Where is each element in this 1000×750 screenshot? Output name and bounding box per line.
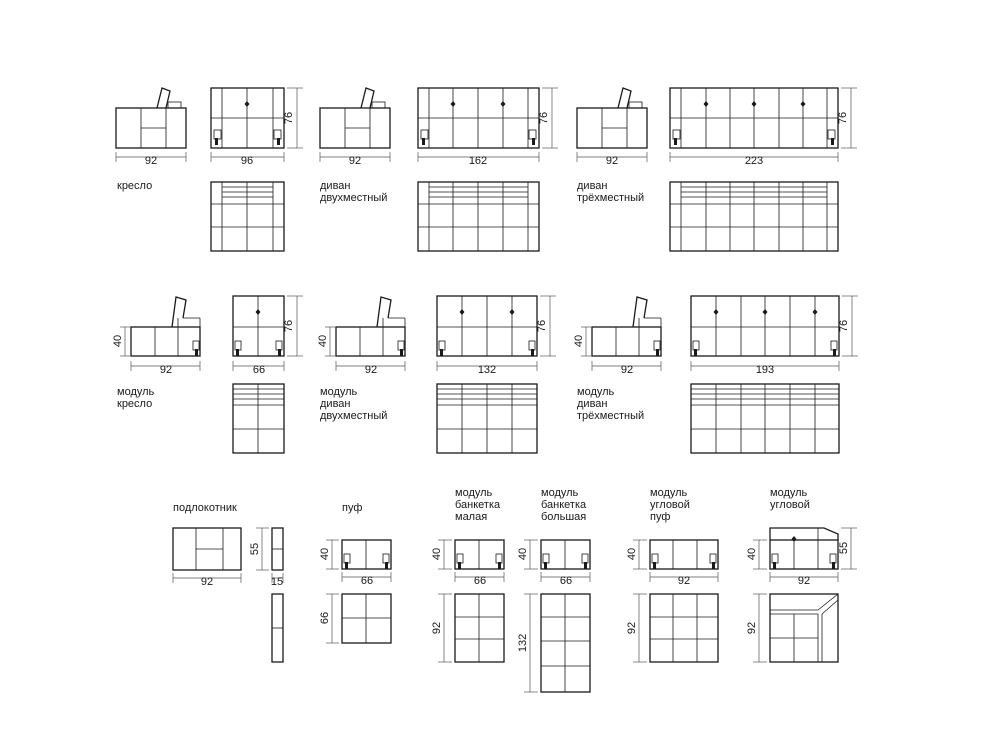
armrest-width-dimension <box>271 573 283 588</box>
armchair-width-label: 96 <box>240 155 254 167</box>
corner-module-width-dimension <box>770 572 838 587</box>
corner-module-name-line1: модуль <box>770 487 808 499</box>
corner-pouf-front-view <box>650 540 718 569</box>
corner-module-back-dimension <box>838 528 857 569</box>
sofa2-side-view <box>320 88 390 148</box>
bench-small-width-label: 66 <box>473 575 487 587</box>
module-sofa2-name-line2: диван <box>320 398 351 410</box>
bench-large-name-line1: модуль <box>541 487 579 499</box>
pouf-front-view <box>342 540 391 569</box>
armchair-group <box>116 88 303 251</box>
sofa2-height-label: 76 <box>538 111 550 125</box>
armchair-front-view <box>211 88 284 148</box>
bench-small-group <box>431 487 504 662</box>
pouf-group <box>319 502 391 643</box>
module-sofa2-width-dimension <box>437 361 537 376</box>
pouf-height-label: 40 <box>319 547 331 561</box>
module-sofa2-depth-label: 92 <box>364 364 378 376</box>
module-sofa2-depth-dimension <box>336 361 405 376</box>
module-sofa3-depth-label: 92 <box>620 364 634 376</box>
module-sofa3-seat-label: 40 <box>573 334 585 348</box>
pouf-depth-dimension <box>319 594 339 643</box>
corner-module-top-view <box>770 594 838 662</box>
bench-small-width-dimension <box>455 572 504 587</box>
corner-pouf-height-dimension <box>626 540 647 569</box>
sofa3-top-view <box>670 182 838 251</box>
bench-large-depth-dimension <box>517 594 538 692</box>
corner-module-back-label: 55 <box>838 541 850 555</box>
module-chair-top-view <box>233 384 284 453</box>
bench-small-name-line2: банкетка <box>455 499 501 511</box>
module-chair-name-line2: кресло <box>117 398 153 410</box>
module-sofa2-width-label: 132 <box>477 364 497 376</box>
module-sofa3-side-view <box>592 297 661 356</box>
corner-pouf-height-label: 40 <box>626 547 638 561</box>
sofa2-name-line2: двухместный <box>320 192 388 204</box>
module-sofa3-top-view <box>691 384 839 453</box>
module-sofa3-height-dimension <box>838 296 858 356</box>
sofa2-depth-label: 92 <box>348 155 362 167</box>
sofa2-front-view <box>418 88 539 148</box>
sofa2-group <box>320 88 558 251</box>
pouf-top-view <box>342 594 391 643</box>
bench-small-depth-label: 92 <box>431 621 443 635</box>
bench-small-name-line3: малая <box>455 511 488 523</box>
armchair-width-dimension <box>211 152 284 167</box>
pouf-height-dimension <box>319 540 339 569</box>
corner-module-name-line2: угловой <box>770 499 810 511</box>
module-chair-name-line1: модуль <box>117 386 155 398</box>
armrest-height-label: 55 <box>249 542 261 556</box>
module-chair-group <box>112 296 303 453</box>
module-sofa3-name-line2: диван <box>577 398 608 410</box>
module-chair-front-view <box>233 296 284 356</box>
module-chair-side-view <box>131 297 200 356</box>
module-sofa3-seat-dimension <box>573 327 592 356</box>
corner-module-depth-label: 92 <box>746 621 758 635</box>
module-sofa2-side-view <box>336 297 405 356</box>
bench-small-front-view <box>455 540 504 569</box>
sofa3-name-line2: трёхместный <box>577 192 645 204</box>
corner-pouf-top-view <box>650 594 718 662</box>
sofa2-width-dimension <box>418 152 539 167</box>
corner-module-width-label: 92 <box>797 575 811 587</box>
module-chair-height-dimension <box>283 296 303 356</box>
corner-pouf-width-label: 92 <box>677 575 691 587</box>
bench-large-depth-label: 132 <box>517 633 529 653</box>
bench-large-top-view <box>541 594 590 692</box>
pouf-name: пуф <box>342 502 363 514</box>
armrest-height-dimension <box>249 528 269 570</box>
pouf-width-label: 66 <box>360 575 374 587</box>
bench-large-name-line2: банкетка <box>541 499 587 511</box>
module-sofa3-depth-dimension <box>592 361 661 376</box>
sofa2-height-dimension <box>538 88 558 148</box>
module-sofa2-seat-label: 40 <box>317 334 329 348</box>
bench-large-front-view <box>541 540 590 569</box>
bench-large-width-label: 66 <box>559 575 573 587</box>
corner-pouf-name-line1: модуль <box>650 487 688 499</box>
sofa3-width-dimension <box>670 152 838 167</box>
sofa3-front-view <box>670 88 838 148</box>
module-sofa3-width-label: 193 <box>755 364 775 376</box>
module-sofa3-height-label: 76 <box>838 319 850 333</box>
pouf-width-dimension <box>342 572 391 587</box>
bench-large-name-line3: большая <box>541 511 587 523</box>
armchair-height-dimension <box>283 88 303 148</box>
armchair-top-view <box>211 182 284 251</box>
sofa2-width-label: 162 <box>468 155 488 167</box>
bench-large-height-dimension <box>517 540 538 569</box>
sofa3-side-view <box>577 88 647 148</box>
module-sofa2-top-view <box>437 384 537 453</box>
armchair-name: кресло <box>117 180 153 192</box>
bench-large-width-dimension <box>541 572 590 587</box>
module-chair-width-dimension <box>233 361 284 376</box>
bench-small-height-dimension <box>431 540 452 569</box>
sofa3-group <box>577 88 857 251</box>
module-sofa2-front-view <box>437 296 537 356</box>
module-chair-seat-dimension <box>112 327 131 356</box>
armchair-height-label: 76 <box>283 111 295 125</box>
armrest-top-view <box>272 594 283 662</box>
sofa2-name-line1: диван <box>320 180 351 192</box>
corner-module-seat-dimension <box>746 540 767 569</box>
armrest-depth-label: 92 <box>200 576 214 588</box>
corner-pouf-width-dimension <box>650 572 718 587</box>
pouf-depth-label: 66 <box>319 611 331 625</box>
sofa3-depth-label: 92 <box>605 155 619 167</box>
armrest-side-view <box>173 528 241 570</box>
sofa2-depth-dimension <box>320 152 390 167</box>
sofa3-depth-dimension <box>577 152 647 167</box>
corner-pouf-depth-label: 92 <box>626 621 638 635</box>
corner-pouf-group <box>626 487 718 662</box>
armrest-width-label: 15 <box>270 576 284 588</box>
bench-small-top-view <box>455 594 504 662</box>
sofa2-top-view <box>418 182 539 251</box>
module-chair-depth-dimension <box>131 361 200 376</box>
sofa3-width-label: 223 <box>744 155 764 167</box>
bench-small-name-line1: модуль <box>455 487 493 499</box>
bench-small-depth-dimension <box>431 594 452 662</box>
module-sofa2-seat-dimension <box>317 327 336 356</box>
module-chair-width-label: 66 <box>252 364 266 376</box>
module-sofa3-name-line3: трёхместный <box>577 410 645 422</box>
corner-pouf-name-line3: пуф <box>650 511 671 523</box>
module-sofa3-name-line1: модуль <box>577 386 615 398</box>
module-sofa2-height-label: 76 <box>536 319 548 333</box>
module-sofa2-name-line1: модуль <box>320 386 358 398</box>
armrest-name: подлокотник <box>173 502 237 514</box>
corner-module-depth-dimension <box>746 594 767 662</box>
corner-module-height-label: 40 <box>746 547 758 561</box>
armchair-depth-dimension <box>116 152 186 167</box>
module-chair-seat-label: 40 <box>112 334 124 348</box>
module-chair-depth-label: 92 <box>159 364 173 376</box>
corner-module-group <box>746 487 857 662</box>
armchair-depth-label: 92 <box>144 155 158 167</box>
sofa3-height-dimension <box>837 88 857 148</box>
module-sofa3-width-dimension <box>691 361 839 376</box>
armrest-front-view <box>272 528 283 570</box>
module-sofa2-group <box>317 296 556 453</box>
corner-pouf-name-line2: угловой <box>650 499 690 511</box>
armrest-depth-dimension <box>173 573 241 588</box>
module-sofa3-group <box>573 296 858 453</box>
corner-pouf-depth-dimension <box>626 594 647 662</box>
module-chair-height-label: 76 <box>283 319 295 333</box>
module-sofa3-front-view <box>691 296 839 356</box>
armchair-side-view <box>116 88 186 148</box>
module-sofa2-height-dimension <box>536 296 556 356</box>
sofa3-height-label: 76 <box>837 111 849 125</box>
armrest-group <box>173 502 283 662</box>
corner-module-front-view <box>770 528 838 569</box>
bench-large-group <box>517 487 590 692</box>
module-sofa2-name-line3: двухместный <box>320 410 388 422</box>
sofa3-name-line1: диван <box>577 180 608 192</box>
bench-small-height-label: 40 <box>431 547 443 561</box>
bench-large-height-label: 40 <box>517 547 529 561</box>
